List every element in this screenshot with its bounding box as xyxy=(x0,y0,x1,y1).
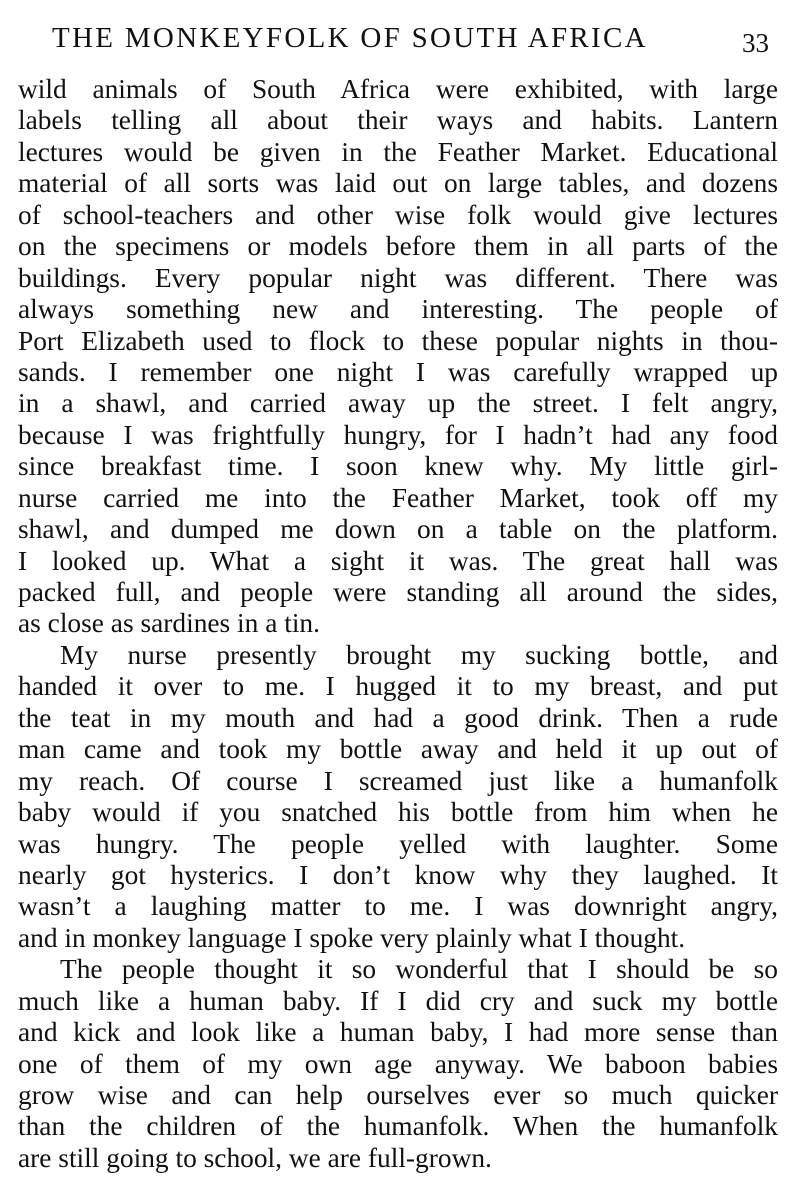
text-line: buildings. Every popular night was different. There was xyxy=(18,262,778,293)
text-line: man came and took my bottle away and held it up out of xyxy=(18,734,778,765)
text-line: wild animals of South Africa were exhibited, with large xyxy=(18,74,778,104)
paragraph-first-line: The people thought it so wonderful that I should be so xyxy=(60,954,778,985)
paragraph-last-line: as close as sardines in a tin. xyxy=(18,608,320,639)
text-line: lectures would be given in the Feather Market. Educational xyxy=(18,136,778,167)
text-line: grow wise and can help ourselves ever so much quicker xyxy=(18,1080,778,1110)
text-line: much like a human baby. If I did cry and suck my bottle xyxy=(18,985,778,1016)
text-line: labels telling all about their ways and habits. Lantern xyxy=(18,105,778,136)
text-line: baby would if you snatched his bottle from him when he xyxy=(18,797,778,828)
text-line: sands. I remember one night I was carefully wrapped up xyxy=(18,356,778,387)
text-line: handed it over to me. I hugged it to my breast, and put xyxy=(18,671,778,702)
text-line: and kick and look like a human baby, I had more sense than xyxy=(18,1017,778,1048)
text-line: Port Elizabeth used to flock to these popular nights in thou- xyxy=(18,325,778,356)
running-head-title: THE MONKEYFOLK OF SOUTH AFRICA xyxy=(52,22,648,54)
text-line: material of all sorts was laid out on large tables, and dozens xyxy=(18,168,778,199)
text-line: my reach. Of course I screamed just like a humanfolk xyxy=(18,765,778,796)
text-line: on the specimens or models before them in all parts of the xyxy=(18,231,778,262)
text-line: nurse carried me into the Feather Market, took off my xyxy=(18,482,778,513)
text-line: I looked up. What a sight it was. The great hall was xyxy=(18,545,778,576)
running-head xyxy=(0,14,790,64)
text-line: always something new and interesting. The people of xyxy=(18,294,778,325)
body-text xyxy=(18,74,778,1174)
paragraph-last-line: are still going to school, we are full-grown. xyxy=(18,1142,492,1173)
text-line: the teat in my mouth and had a good drink. Then a rude xyxy=(18,702,778,733)
text-line: wasn’t a laughing matter to me. I was downright angry, xyxy=(18,891,778,922)
page-number: 33 xyxy=(742,28,769,58)
text-line: was hungry. The people yelled with laughter. Some xyxy=(18,828,778,859)
text-line: than the children of the humanfolk. When the humanfolk xyxy=(18,1111,778,1142)
paragraph-first-line: My nurse presently brought my sucking bottle, and xyxy=(60,639,778,670)
text-line: in a shawl, and carried away up the street. I felt angry, xyxy=(18,388,778,419)
text-line: one of them of my own age anyway. We baboon babies xyxy=(18,1048,778,1079)
text-line: because I was frightfully hungry, for I hadn’t had any food xyxy=(18,419,778,450)
text-line: of school-teachers and other wise folk would give lectures xyxy=(18,199,778,230)
paragraph-last-line: and in monkey language I spoke very plainly what I thought. xyxy=(18,922,686,953)
text-line: packed full, and people were standing all around the sides, xyxy=(18,577,778,607)
text-line: shawl, and dumped me down on a table on the platform. xyxy=(18,514,778,545)
text-line: nearly got hysterics. I don’t know why they laughed. It xyxy=(18,859,778,890)
text-line: since breakfast time. I soon knew why. My little girl- xyxy=(18,451,778,482)
